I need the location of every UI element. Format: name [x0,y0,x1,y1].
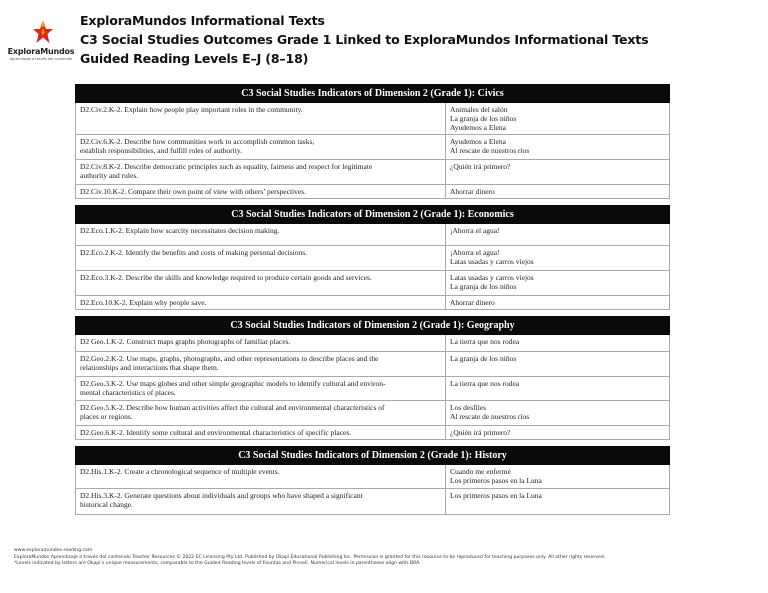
text-title: Ayudemos a Elena [450,137,506,146]
page-footer [14,548,764,568]
outcomes-table [75,84,670,515]
outcome-cell [76,185,446,199]
website-link[interactable]: www.exploramundos-reading.com [14,548,93,553]
table-row [76,377,670,401]
section-header-history [76,447,670,465]
outcome-text: D2.Eco.10.K-2. Explain why people save. [80,298,207,307]
text-title: ¿Quién irá primero? [450,162,511,171]
text-title: Cuando me enfermé [450,467,511,476]
table-row [76,160,670,185]
outcome-text: D2.Civ.8.K-2. Describe democratic principles such as equality, fairness and respect for legitimate [80,162,373,171]
text-title: Ayudemos a Elena [450,123,506,132]
outcome-text: D2.Civ.10.K-2. Compare their own point of view with others’ perspectives. [80,187,306,196]
texts-cell [446,160,670,185]
spacer [76,199,670,206]
text-title: Los primeros pasos en la Luna [450,491,542,500]
outcome-text: D2.Civ.6.K-2. Describe how communities work to accomplish common tasks, [80,137,315,146]
text-title: Los desfiles [450,403,487,412]
texts-cell [446,426,670,440]
text-title: Animales del salón [450,105,508,114]
reading-levels-title: Guided Reading Levels E–J (8–18) [80,51,309,66]
section-heading: C3 Social Studies Indicators of Dimension 2 (Grade 1): Geography [76,317,670,335]
texts-cell [446,185,670,199]
outcome-text: D2 Geo.1.K-2. Construct maps graphs photographs of familiar places. [80,337,291,346]
document-title: C3 Social Studies Outcomes Grade 1 Linked to ExploraMundos Informational Texts [80,32,649,47]
texts-cell [446,271,670,296]
table-row [76,489,670,515]
texts-cell [446,103,670,135]
outcome-cell [76,103,446,135]
outcome-cell [76,135,446,160]
texts-cell [446,335,670,352]
outcome-cell [76,377,446,401]
text-title: ¡Ahorra el agua! [450,248,500,257]
section-header-civics [76,85,670,103]
section-heading: C3 Social Studies Indicators of Dimension 2 (Grade 1): Economics [76,206,670,224]
text-title: La tierra que nos rodea [450,337,520,346]
spacer [76,310,670,317]
outcome-text: D2.Geo.5.K-2. Describe how human activities affect the cultural and environmental characteristics of [80,403,385,412]
section-heading: C3 Social Studies Indicators of Dimension 2 (Grade 1): Civics [76,85,670,103]
outcome-cell [76,401,446,426]
table-row [76,335,670,352]
outcome-cell [76,224,446,246]
table-row [76,271,670,296]
text-title: Latas usadas y carros viejos [450,257,534,266]
outcome-text: D2.Eco.3.K-2. Describe the skills and knowledge required to produce certain goods and services. [80,273,372,282]
texts-cell [446,246,670,271]
text-title: Al rescate de nuestros ríos [450,146,530,155]
outcome-cell [76,426,446,440]
title-block [80,11,680,68]
text-title: ¡Ahorra el agua! [450,226,500,235]
levels-note: *Levels indicated by letters are Okapi’s unique measurements, comparable to the Guided Reading levels of Fountas and Pinnell. Numerical levels in parentheses align with DRA. [14,561,421,566]
text-title: ¿Quién irá primero? [450,428,511,437]
page-header [0,0,768,82]
exploramundos-logo [6,18,76,68]
text-title: Los primeros pasos en la Luna [450,476,542,485]
outcome-text: mental characteristics of places. [80,388,176,397]
outcome-cell [76,352,446,377]
outcome-text: historical change. [80,500,133,509]
outcome-text: D2.Geo.3.K-2. Use maps globes and other simple geographic models to identify cultural and environ- [80,379,386,388]
outcome-cell [76,465,446,489]
table-row [76,401,670,426]
texts-cell [446,465,670,489]
section-header-economics [76,206,670,224]
outcome-cell [76,489,446,515]
table-row [76,224,670,246]
copyright-notice: ExploraMundos Aprendizaje a través del contenido Teacher Resources © 2022 EC Licensing Pty Ltd. Published by Okapi Educational Publishing Inc. Permission is granted for this resource to be reproduced for teaching purposes only. All other rights reserved. [14,554,606,560]
texts-cell [446,377,670,401]
table-row [76,296,670,310]
table-row [76,185,670,199]
texts-cell [446,352,670,377]
table-row [76,352,670,377]
outcome-cell [76,335,446,352]
outcome-text: relationships and interactions that shape them. [80,363,219,372]
outcome-cell [76,296,446,310]
text-title: Ahorrar dinero [450,187,495,196]
outcome-cell [76,271,446,296]
table-row [76,103,670,135]
text-title: Ahorrar dinero [450,298,495,307]
outcome-text: D2.His.3.K-2. Generate questions about individuals and groups who have shaped a significant [80,491,363,500]
table-row [76,465,670,489]
section-gap [76,440,670,447]
table-row [76,426,670,440]
outcome-text: establish responsibilities, and fulfill roles of authority. [80,146,242,155]
text-title: La granja de los niños [450,354,517,363]
section-header-geography [76,317,670,335]
outcome-text: D2.Geo.6.K-2. Identify some cultural and environmental characteristics of specific places. [80,428,352,437]
section-heading: C3 Social Studies Indicators of Dimension 2 (Grade 1): History [76,447,670,465]
star-figure-icon [32,20,54,46]
section-gap [76,310,670,317]
series-title: ExploraMundos Informational Texts [80,13,325,28]
outcome-text: places or regions. [80,412,133,421]
text-title: La granja de los niños [450,114,517,123]
logo-name: ExploraMundos [7,47,75,56]
outcome-cell [76,246,446,271]
outcome-text: D2.Civ.2.K-2. Explain how people play important roles in the community. [80,105,303,114]
outcome-text: D2.Geo.2.K-2. Use maps, graphs, photographs, and other representations to describe places and the [80,354,379,363]
text-title: La granja de los niños [450,282,517,291]
texts-cell [446,296,670,310]
texts-cell [446,224,670,246]
outcome-text: D2.Eco.2.K-2. Identify the benefits and costs of making personal decisions. [80,248,308,257]
outcome-text: D2.Eco.1.K-2. Explain how scarcity necessitates decision making. [80,226,280,235]
table-row [76,135,670,160]
text-title: Latas usadas y carros viejos [450,273,534,282]
section-gap [76,199,670,206]
texts-cell [446,401,670,426]
table-row [76,246,670,271]
outcome-cell [76,160,446,185]
texts-cell [446,489,670,515]
text-title: La tierra que nos rodea [450,379,520,388]
text-title: Al rescate de nuestros ríos [450,412,530,421]
outcomes-tables [75,84,669,515]
texts-cell [446,135,670,160]
logo-tagline: Aprendizaje a través del contenido [9,57,73,61]
outcome-text: authority and rules. [80,171,139,180]
outcome-text: D2.His.1.K-2. Create a chronological sequence of multiple events. [80,467,280,476]
spacer [76,440,670,447]
